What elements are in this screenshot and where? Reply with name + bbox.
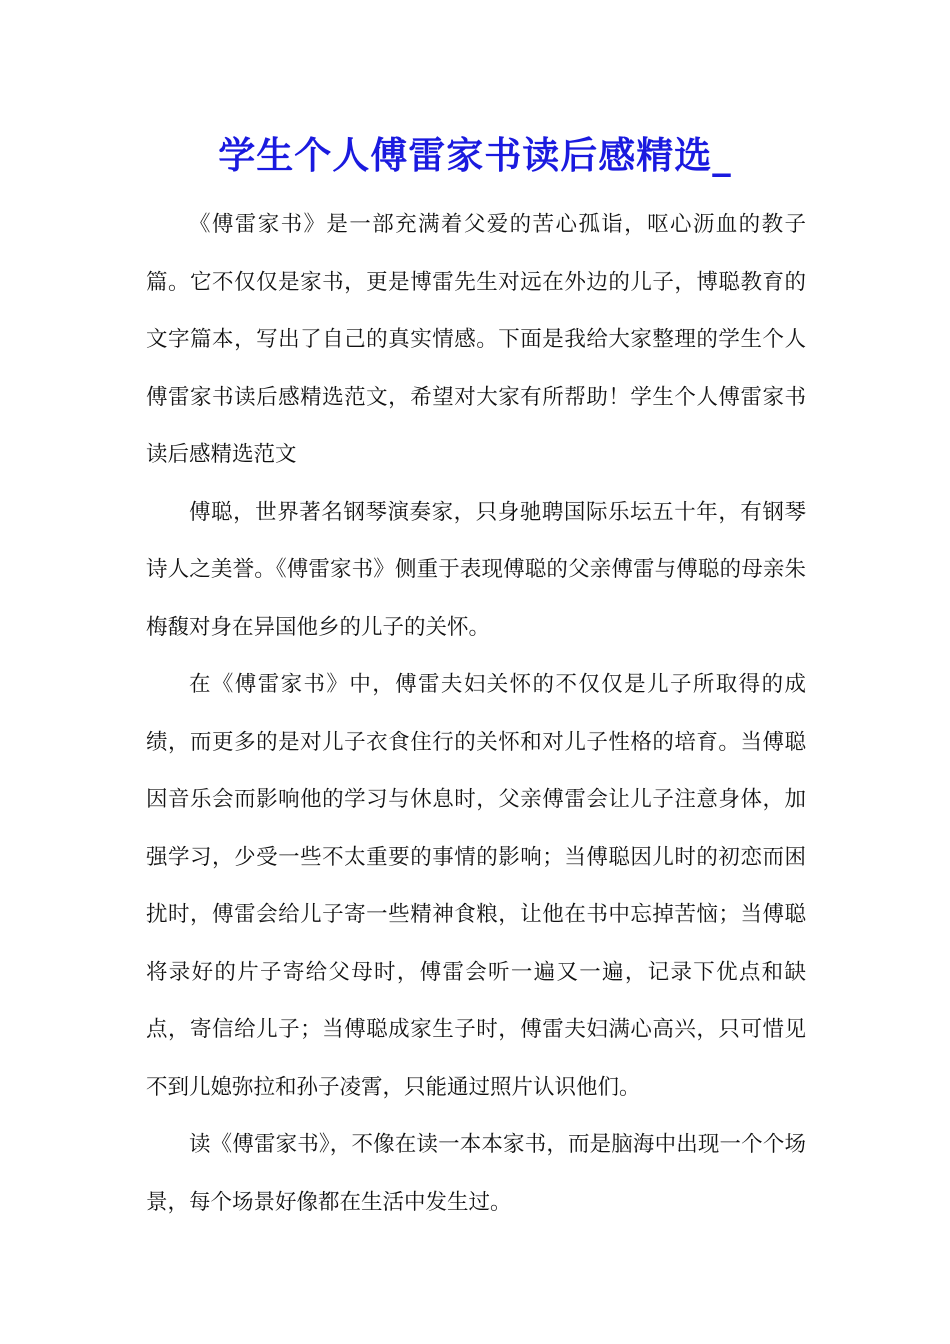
paragraph-intro: 《傅雷家书》是一部充满着父爱的苦心孤诣，呕心沥血的教子篇。它不仅仅是家书，更是博雷先生对远在外边的儿子，博聪教育的文字篇本，写出了自己的真实情感。下面是我给大家整理的学生个人傅雷家书读后感精选范文，希望对大家有所帮助！学生个人傅雷家书读后感精选范文 (146, 212, 806, 467)
document-body (146, 196, 806, 1231)
paragraph-family-care: 在《傅雷家书》中，傅雷夫妇关怀的不仅仅是儿子所取得的成绩，而更多的是对儿子衣食住行的关怀和对儿子性格的培育。当傅聪因音乐会而影响他的学习与休息时，父亲傅雷会让儿子注意身体，加强学习，少受一些不太重要的事情的影响；当傅聪因儿时的初恋而困扰时，傅雷会给儿子寄一些精神食粮，让他在书中忘掉苦恼；当傅聪将录好的片子寄给父母时，傅雷会听一遍又一遍，记录下优点和缺点，寄信给儿子；当傅聪成家生子时，傅雷夫妇满心高兴，只可惜见不到儿媳弥拉和孙子凌霄，只能通过照片认识他们。 (146, 672, 806, 1100)
document-title: 学生个人傅雷家书读后感精选_ (218, 133, 732, 177)
paragraph-reading: 读《傅雷家书》，不像在读一本本家书，而是脑海中出现一个个场景，每个场景好像都在生活中发生过。 (146, 1132, 806, 1215)
paragraph-fu-cong: 傅聪，世界著名钢琴演奏家，只身驰聘国际乐坛五十年，有钢琴诗人之美誉。《傅雷家书》侧重于表现傅聪的父亲傅雷与傅聪的母亲朱梅馥对身在异国他乡的儿子的关怀。 (146, 499, 806, 640)
